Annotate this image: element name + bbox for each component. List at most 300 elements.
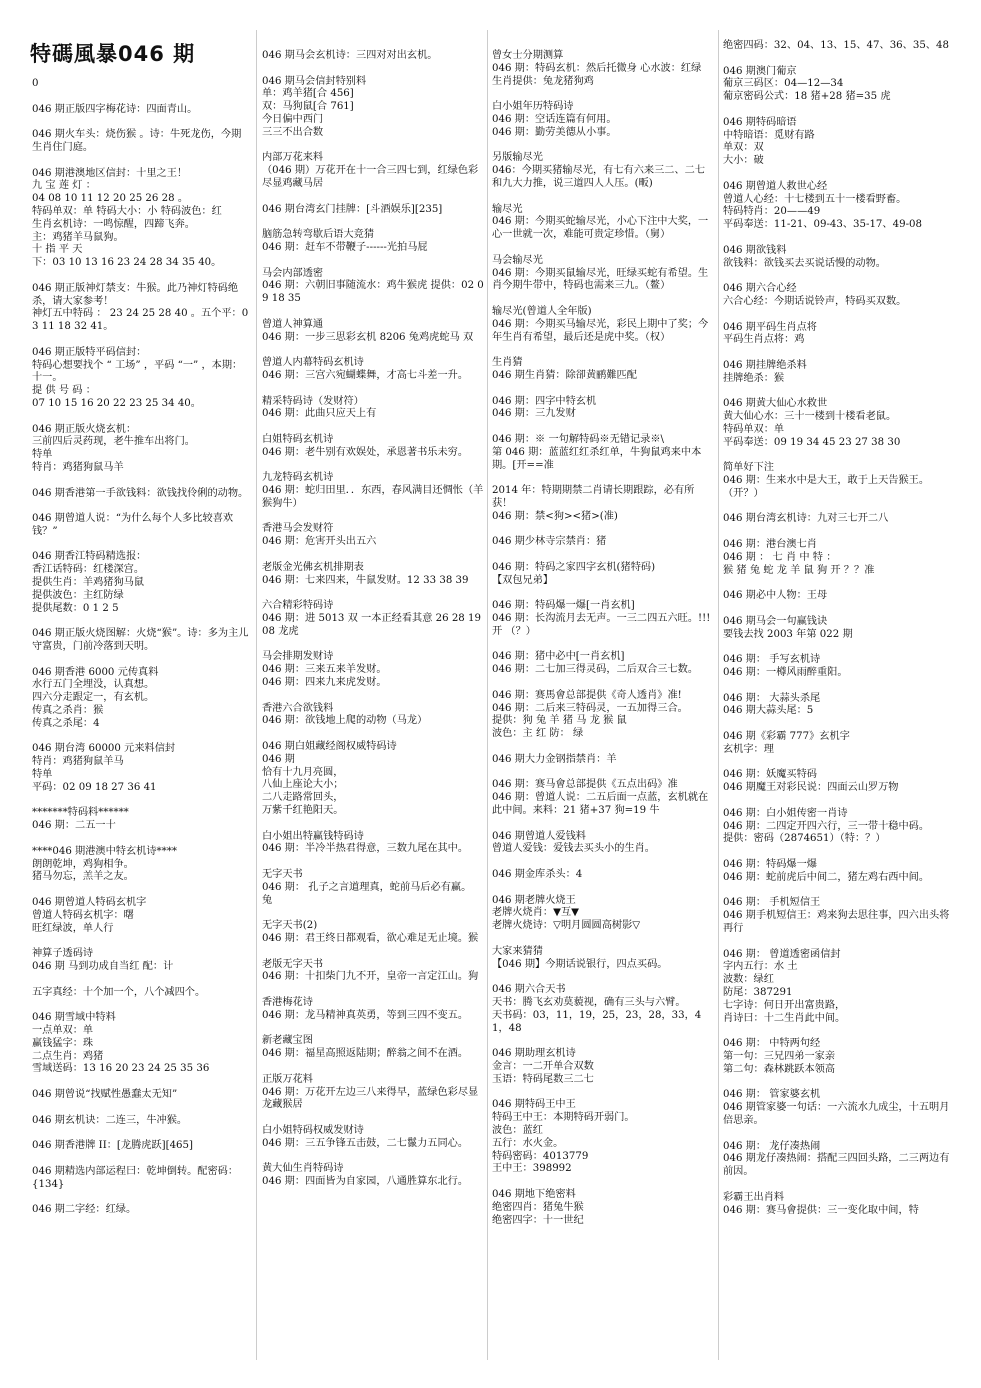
text-block [492, 357, 714, 383]
text-line: 特单 [32, 769, 53, 781]
text-line: 天书码：03，11，19，25，23，28，33，41，48 [492, 1009, 702, 1034]
text-line: 046 期：三来五来羊发财。 [262, 664, 387, 676]
text-block [492, 690, 714, 741]
text-block [32, 987, 250, 1000]
text-block [492, 895, 714, 933]
column-4 [723, 40, 951, 1230]
text-line: 046 期香港 6000 元传真料 [32, 666, 159, 678]
text-line: 046：今期买猪输尽光，有七有六来三二、二七和九大力推，说三道四人人压。(畈) [492, 165, 706, 189]
text-line: 彩霸王出肖料 [723, 1191, 785, 1203]
text-line: 平码奉送：09 19 34 45 23 27 38 30 [723, 436, 901, 448]
text-line: 046 期香江特码精选报： [32, 551, 147, 563]
text-line: 玉语：特码尾数三二七 [492, 1073, 594, 1085]
text-line: 特单 [32, 449, 53, 461]
text-block [492, 101, 714, 139]
text-line: 046 期： 孔子之言道理真，蛇前马后必有赢。 兔 [262, 881, 475, 906]
text-line: 九龙特码玄机诗 [262, 472, 334, 484]
text-line: 046 期：今期买马输尽光，彩民上期中了奖；今年生肖有希望，最后还是虎中奖。（权） [492, 318, 709, 343]
text-block [32, 1166, 250, 1192]
column-1 [32, 78, 250, 1230]
text-block [32, 667, 250, 731]
text-line: 曾道人爱钱：爱钱去买头小的生肖。 [492, 843, 655, 855]
text-block [262, 1074, 484, 1112]
text-line: 046 期： 龙仔凑热闹 [723, 1140, 821, 1152]
text-line: 平码生肖点将：鸡 [723, 334, 805, 346]
text-block [723, 897, 951, 935]
text-line: （046 期）万花开在十一合三四七到，红绿色彩尽显鸡藏马居 [262, 165, 479, 189]
column-divider [256, 30, 257, 1360]
text-line: 马会排期发财诗 [262, 651, 334, 663]
text-line: 046 期： 曾道透密函信封 [723, 948, 841, 960]
text-line: 简单好下注 [723, 462, 774, 474]
text-line: 双：马狗鼠[合 761] [262, 101, 354, 113]
text-line: 恰有十九月亮圆， [262, 766, 344, 778]
text-line: 046 期： 管家婆玄机 [723, 1089, 821, 1101]
text-line: 特肖：鸡猪狗鼠羊马 [32, 756, 124, 768]
text-line: 046 期曾道人救世心经 [723, 180, 828, 192]
text-line: ****046 期港澳中特玄机诗**** [32, 845, 177, 857]
text-block [492, 204, 714, 242]
text-line: 046 期：四字中特玄机 [492, 395, 597, 407]
text-line: 046 期 马到功成自当红 配：计 [32, 960, 174, 972]
text-line: 046 期二字经：红绿。 [32, 1204, 137, 1216]
text-line: 046 期挂牌绝杀料 [723, 359, 807, 371]
text-line: 水行五门全埋没，认真想。 [32, 679, 155, 691]
text-line: 猴 猪 兔 蛇 龙 羊 鼠 狗 开 ？？准 [723, 564, 875, 576]
text-line: 传真之杀尾：4 [32, 717, 100, 729]
text-line: 046 期龙仔凑热闹：搭配三四回头路，二三两边有前因。 [723, 1153, 950, 1178]
text-line: 马会输尽光 [492, 254, 543, 266]
text-block [262, 472, 484, 510]
text-block [492, 869, 714, 882]
text-block [32, 283, 250, 334]
text-line: 046 期港澳地区信封：十里之王！ [32, 167, 188, 179]
text-line: 提 供 号 码 ： [32, 385, 96, 397]
text-line: 046 期：一樽风雨醉重阳。 [723, 667, 848, 679]
text-line: 内部万花来料 [262, 152, 324, 164]
text-line: 046 期《彩霸 777》玄机字 [723, 731, 850, 743]
text-block [262, 1163, 484, 1189]
text-line: 046 期六合心经 [723, 283, 797, 295]
text-line: 第一句：三兄四弟一家亲 [723, 1050, 836, 1062]
text-block [32, 104, 250, 117]
text-block [492, 50, 714, 88]
text-line: 046 期：赛马會总部提供《五点出码》准 [492, 779, 678, 791]
text-line: 046 期：今期买鼠输尽光，旺绿买蛇有希望。生肖今期牛带中，特码也需来三九。（鳌） [492, 267, 709, 292]
text-line: 特肖：鸡猪狗鼠马羊 [32, 461, 124, 473]
text-line: 046 期：三九发财 [492, 408, 576, 420]
text-line: 046 期：二五一十 [32, 820, 116, 832]
text-line: 046 期正版神灯禁支：牛猴。此乃神灯特码绝杀，请大家参考！ [32, 282, 239, 307]
text-line: 046 期平码生肖点将 [723, 321, 817, 333]
text-line: 三前四后灵药现，老牛推车出将门。 [32, 436, 195, 448]
text-line: 平码奉送：11-21、09-43、35-17、49-08 [723, 219, 922, 231]
text-block [32, 488, 250, 501]
text-block [262, 831, 484, 857]
text-line: 046 期：欲钱地上爬的动物（马龙） [262, 715, 428, 727]
text-line: 046 期助理玄机诗 [492, 1048, 576, 1060]
text-line: 046 期地下绝密料 [492, 1188, 576, 1200]
text-line: 金言：一二开单合双数 [492, 1060, 594, 1072]
text-line: 046 期必中人物：王母 [723, 590, 828, 602]
text-line: 046 期曾说“找赋性愚蠢太无知” [32, 1088, 178, 1100]
text-line: 046 期： 中特两句经 [723, 1038, 821, 1050]
text-block [723, 693, 951, 719]
text-block [492, 651, 714, 677]
text-line: 生肖猜 [492, 357, 523, 369]
text-line: 白小姐年历特码诗 [492, 101, 574, 113]
text-line: 新老藏宝图 [262, 1035, 313, 1047]
text-block [723, 66, 951, 104]
text-block [723, 283, 951, 309]
text-line: 046 期欲钱料 [723, 244, 787, 256]
text-line: 046 期雪域中特料 [32, 1012, 116, 1024]
text-line: 046 期：今期买蛇输尽光，小心下注中大奖，一心一世就一次，难能可贵定珍惜。（舅） [492, 216, 709, 241]
text-line: 046 期：长沟流月去无声。一三二四五六旺。!!! 开 （？） [492, 613, 714, 637]
text-block [32, 807, 250, 833]
text-line: 葡京三码区：04—12—34 [723, 78, 844, 90]
text-line: 老版无字天书 [262, 958, 324, 970]
text-block [723, 322, 951, 348]
text-line: 046 期 ： 七 肖 中 特 ： [723, 551, 837, 563]
text-line: 单：鸡羊猪[合 456] [262, 88, 354, 100]
text-block [32, 78, 250, 91]
text-block [32, 424, 250, 475]
text-line: 046 期管家婆一句话：一六流水九成尘，十五明月倍思亲。 [723, 1102, 950, 1126]
text-block [492, 152, 714, 190]
text-block [492, 754, 714, 767]
text-line: 波色：蓝红 [492, 1124, 543, 1136]
text-line: 046 期：蛇前虎后中间二，猪左鸡右西中间。 [723, 871, 930, 883]
text-block [492, 1099, 714, 1176]
text-line: 猪马勿忘，羔羊之友。 [32, 871, 134, 883]
text-line: 曾道人心经：十七楼到五十一楼看野畜。 [723, 193, 907, 205]
text-line: 单双：双 [723, 142, 764, 154]
text-line: 八仙上座论大小； [262, 779, 344, 791]
text-line: 肖诗曰：十二生肖此中间。 [723, 1012, 846, 1024]
text-line: 046 期曾道人说：“为什么每个人多比较喜欢钱？” [32, 513, 234, 537]
text-line: 046 期大力金钢指禁肖：羊 [492, 753, 617, 765]
text-block [32, 129, 250, 155]
text-line: 046 期金库杀头：4 [492, 869, 583, 880]
text-line: 046 期老牌火烧王 [492, 894, 576, 906]
text-line: 0 [32, 78, 39, 89]
text-line: 046 期： 手机短信王 [723, 897, 821, 909]
text-line: 特码特肖：20——49 [723, 206, 821, 218]
text-line: 046 期：二七加三得灵码，二后双合三七数。 [492, 664, 699, 676]
text-block [723, 731, 951, 757]
text-line: 046 期：白小姐传密一肖诗 [723, 807, 848, 819]
text-line: 046 期：二四定开四六行，三一带十稳中码。 [723, 820, 930, 832]
text-line: 绝密四肖：猪兔牛猴 [492, 1201, 584, 1213]
text-line: 提供：密码（2874651）（特：？） [723, 833, 886, 845]
text-line: 046 期少林寺宗禁肖：猪 [492, 536, 607, 548]
text-line: 黄大仙生肖特码诗 [262, 1163, 344, 1175]
text-line: 046 期：龙马精神真英勇，等到三四不变五。 [262, 1009, 469, 1021]
text-line: 046 期：猪中必中[一肖玄机] [492, 651, 625, 663]
text-block [723, 1141, 951, 1179]
text-line: 另版输尽光 [492, 152, 543, 164]
text-block [32, 1012, 250, 1076]
text-block [262, 50, 484, 63]
text-block [262, 869, 484, 907]
text-line: 07 10 15 16 20 22 23 25 34 40。 [32, 397, 201, 409]
text-line: 046 期：七来四来，牛鼠发财。12 33 38 39 [262, 574, 469, 586]
text-line: 六合心经：今期话说铃声，特码买双数。 [723, 295, 907, 307]
text-block [723, 859, 951, 885]
text-line: 防尾：387291 [723, 986, 793, 998]
text-line: 046 期：禁<狗><猪>(准) [492, 510, 618, 522]
text-line: 六合精彩特码诗 [262, 600, 334, 612]
text-block [723, 245, 951, 271]
text-block [492, 946, 714, 972]
text-line: 王中王：398992 [492, 1163, 572, 1175]
text-block [723, 1038, 951, 1076]
text-line: 046 期马会玄机诗：三四对对出玄机。 [262, 50, 438, 61]
text-line: 欲钱料：欲钱买去买说话慢的动物。 [723, 257, 886, 269]
text-line: 挂牌绝杀：猴 [723, 372, 785, 384]
text-line: 046 期澳门葡京 [723, 65, 797, 77]
text-block [723, 949, 951, 1026]
text-block [262, 152, 484, 190]
text-block [492, 600, 714, 638]
text-line: 无字天书(2) [262, 920, 318, 932]
text-line: 046 期：特码之家四字玄机(猪特码) [492, 561, 656, 573]
text-line: 香江话特码：红楼深宫。 [32, 564, 145, 576]
text-line: 提供：狗 兔 羊 猪 马 龙 猴 鼠 [492, 715, 627, 727]
text-line: 046 期白姐藏经阁权威特码诗 [262, 741, 397, 753]
text-line: *******特码料****** [32, 807, 129, 819]
text-block [262, 523, 484, 549]
text-line: 朗朗乾坤，鸡狗相争。 [32, 858, 134, 870]
text-line: 平码：02 09 18 27 36 41 [32, 781, 157, 793]
text-block [32, 347, 250, 411]
text-line: 神算子透码诗 [32, 948, 94, 960]
text-line: 046 期马会一句赢钱诀 [723, 615, 828, 627]
text-block [262, 357, 484, 383]
text-line: 046 期：四来九来虎发财。 [262, 677, 387, 689]
text-line: 046 期：特码爆一爆 [723, 859, 817, 870]
text-line: 046 期玄机诀：二连三，牛冲猴。 [32, 1114, 188, 1126]
text-line: 曾道人神算通 [262, 318, 324, 330]
text-line: 九 宝 莲 灯 ： [32, 180, 96, 192]
text-line: 特码密码：4013779 [492, 1150, 589, 1162]
text-line: 葡京密码公式：18 猪+28 猪=35 虎 [723, 91, 891, 103]
text-line: 046 期曾道人爱钱料 [492, 830, 586, 842]
text-block [723, 117, 951, 168]
text-line: 046 期大蒜头尾：5 [723, 705, 814, 717]
text-line: 046 期：妖魔买特码 [723, 769, 817, 781]
text-line: 046 期：四面皆为自家园，八通胜算东北行。 [262, 1176, 469, 1188]
text-line: 输尽光(曾道人全年版) [492, 305, 592, 317]
text-line: 046 期： 大蒜头杀尾 [723, 692, 821, 704]
text-line: 046 期：港台澳七肖 [723, 539, 817, 551]
text-line: 046 期台湾玄机诗：九对三七开二八 [723, 513, 889, 525]
text-block [492, 1048, 714, 1086]
text-line: 老版金光佛玄机排期表 [262, 561, 364, 573]
text-block [262, 434, 484, 460]
text-line: 波色：主 红 防： 绿 [492, 728, 584, 740]
text-block [492, 536, 714, 549]
text-line: 046 期香港牌 II：[龙腾虎跃][465] [32, 1140, 193, 1152]
text-block [262, 920, 484, 946]
text-line: 046 期：六朝旧事随流水：鸡牛猴虎 提供：02 09 18 35 [262, 280, 484, 305]
text-block [262, 651, 484, 689]
text-line: 046 期特码王中王 [492, 1099, 576, 1111]
text-line: 香港梅花诗 [262, 996, 313, 1008]
text-line: 今日偏中西门 [262, 113, 324, 125]
text-line: 白姐特码玄机诗 [262, 433, 334, 445]
text-line: 老牌火烧诗：▽明月圆圆高树影▽ [492, 920, 641, 932]
text-line: 传真之杀肖：猴 [32, 705, 104, 717]
text-line: 046 期六合天书 [492, 984, 566, 996]
text-block [32, 743, 250, 794]
text-block [262, 1125, 484, 1151]
text-line: 046 期：君王终日都观看，欲心难足无止境。猴 [262, 932, 479, 944]
text-block [262, 997, 484, 1023]
column-3 [492, 50, 714, 1240]
text-line: 天书：腾飞玄劝莫藐视，确有三头与六臂。 [492, 996, 686, 1008]
text-line: 046 期台湾 60000 元来料信封 [32, 743, 176, 755]
text-block [723, 513, 951, 526]
text-line: 三三不出合数 [262, 126, 324, 138]
text-block [262, 319, 484, 345]
text-line: 香港六合欲钱料 [262, 702, 334, 714]
text-line: 白小姐特码权威发财诗 [262, 1124, 364, 1136]
text-block [492, 1189, 714, 1227]
text-line: 046 期：福星高照返陆期；醉翁之间不在酒。 [262, 1048, 469, 1060]
text-line: 黄大仙心水：三十一楼到十楼看老鼠。 [723, 411, 897, 423]
text-line: 046 期：蛇归田里．．东西，春风满目还惆怅（羊猴狗牛） [262, 485, 484, 509]
text-line: 046 期精选内部运程曰：乾坤倒转。配密码：{134} [32, 1165, 239, 1190]
text-line: 马会内部透密 [262, 267, 324, 279]
text-block [723, 1192, 951, 1218]
text-block [32, 628, 250, 654]
text-line: 老牌火烧肖：▼互▼ [492, 907, 579, 919]
text-block [492, 562, 714, 588]
text-line: 046 期：进 5013 双 一本正经看其意 26 28 19 08 龙虎 [262, 613, 485, 637]
text-line: 046 期：生来水中是大王，敢于上天告猴王。（开？） [723, 475, 930, 499]
text-block [723, 769, 951, 795]
text-line: 五行：水火金。 [492, 1137, 564, 1149]
text-line: 生肖玄机诗：一鸣惊醒，四蹄飞奔。 [32, 218, 195, 230]
text-block [262, 229, 484, 255]
text-line: 046 期台湾玄门挂牌：[斗酒娱乐][235] [262, 203, 443, 215]
text-line: 二点生肖：鸡猪 [32, 1050, 104, 1062]
text-line: 046 期：一步三思彩玄机 8206 兔鸡虎蛇马 双 [262, 331, 474, 343]
text-line: 046 期手机短信王：鸡来狗去思往事，四六出头将再行 [723, 910, 950, 934]
text-line: 046 期正版特平码信封： [32, 346, 147, 358]
text-block [262, 1035, 484, 1061]
text-line: 2014 年：特期期禁二肖请长期跟踪，必有所获！ [492, 485, 695, 509]
text-line: 046 期：十扣柴门九不开，皇帝一言定江山。狗 [262, 971, 479, 983]
text-line: 香港马会发财符 [262, 523, 334, 535]
text-line: 046 期：特码玄机：然后托微身 心水波：红绿 生肖提供：兔龙猪狗鸡 [492, 62, 705, 87]
text-block [262, 703, 484, 729]
text-line: 下：03 10 13 16 23 24 28 34 35 40。 [32, 257, 222, 269]
text-line: 046 期生肖猜：除卻黄鹂難匹配 [492, 369, 637, 381]
text-block [492, 831, 714, 857]
text-line: 【双包兄弟】 [492, 574, 554, 586]
text-line: 046 期：※ 一句解特码※无错记录※\ [492, 433, 664, 445]
text-line: 046 期 [262, 753, 295, 765]
text-block [32, 513, 250, 539]
text-line: 大家来猜猜 [492, 945, 543, 957]
text-line: 046 期：此曲只应天上有 [262, 408, 377, 420]
text-line: 波数：绿红 [723, 974, 774, 986]
column-divider [718, 30, 719, 1360]
text-line: 046 期曾道人特码玄机字 [32, 897, 147, 908]
text-line: 特码单双：单 [723, 423, 785, 435]
text-line: 特码心想要找个 “ 工场” ，平码 “一” ，本期：十一。 [32, 359, 243, 384]
text-line: 十 指 平 天 [32, 244, 83, 256]
text-block [32, 897, 250, 935]
text-block [723, 40, 951, 53]
text-block [723, 616, 951, 642]
text-line: 046 期：半冷半热君得意，三数九尾在其中。 [262, 843, 469, 855]
text-block [32, 948, 250, 974]
text-line: 046 期马会信封特别料 [262, 75, 367, 87]
text-line: 正版万花料 [262, 1073, 313, 1085]
text-block [723, 1089, 951, 1127]
text-block [32, 168, 250, 270]
text-line: 046 期黄大仙心水救世 [723, 398, 828, 410]
text-line: 046 期：曾道人说：二五后面一点蓝，玄机就在此中间。来料：21 猪+37 狗=19 牛 [492, 792, 709, 817]
text-line: 【046 期】今期话说银行，四点买码。 [492, 958, 668, 970]
text-line: 字内五行：水 土 [723, 961, 798, 973]
text-block [492, 434, 714, 472]
text-block [723, 654, 951, 680]
text-line: 主：鸡猪羊马鼠狗。 [32, 231, 124, 243]
text-line: 046 期正版火烧玄机： [32, 423, 137, 435]
text-line: 特码王中王：本期特码开弱门。 [492, 1112, 635, 1124]
text-line: 无字天书 [262, 869, 303, 880]
text-line: 玄机字：理 [723, 743, 774, 755]
text-line: 提供尾数：0 1 2 5 [32, 602, 119, 614]
text-block [32, 846, 250, 884]
page-title: 特碼風暴046 期 [30, 42, 196, 66]
text-line: 046 期火车头：烧伤猴 。诗：牛死龙伤，今期生肖住门庭。 [32, 129, 242, 153]
text-line: 046 期：三五争锋五击鼓，二七鬣力五同心。 [262, 1137, 469, 1149]
text-line: 中特暗语：觅财有路 [723, 129, 815, 141]
text-block [723, 398, 951, 449]
text-block [262, 396, 484, 422]
column-divider [487, 30, 488, 1360]
text-line: 046 期：空话连篇有何用。 [492, 113, 617, 125]
text-block [262, 741, 484, 818]
text-block [492, 306, 714, 344]
text-line: 046 期魔王对彩民说：四面云山罗万物 [723, 782, 899, 794]
text-block [32, 551, 250, 615]
text-block [723, 590, 951, 603]
text-block [492, 779, 714, 817]
text-line: 046 期： 手写玄机诗 [723, 654, 821, 666]
text-line: 第 046 期：蓝蓝红红杀红单，牛狗鼠鸡来中本期。[开==准 [492, 446, 702, 471]
text-block [723, 360, 951, 386]
text-block [262, 76, 484, 140]
text-block [723, 462, 951, 500]
text-line: 特码单双：单 特码大小：小 特码波色：红 [32, 205, 222, 217]
text-line: 要钱去找 2003 年第 022 期 [723, 628, 853, 640]
text-line: 雪域送码：13 16 20 23 24 25 35 36 [32, 1063, 210, 1075]
text-line: 提供波色：主红防绿 [32, 589, 124, 601]
text-line: 046 期：老牛别有欢娱处，承恩著书乐未穷。 [262, 446, 469, 458]
text-line: 二八走路常回头， [262, 792, 344, 804]
text-line: 046 期：赛馬會总部提供《奇人透肖》准! [492, 689, 682, 701]
text-block [492, 984, 714, 1035]
text-line: 046 期正版火烧图解：火烧“猴”。诗：多为主儿守富贵，门前冷落到天明。 [32, 628, 249, 653]
text-block [723, 181, 951, 232]
